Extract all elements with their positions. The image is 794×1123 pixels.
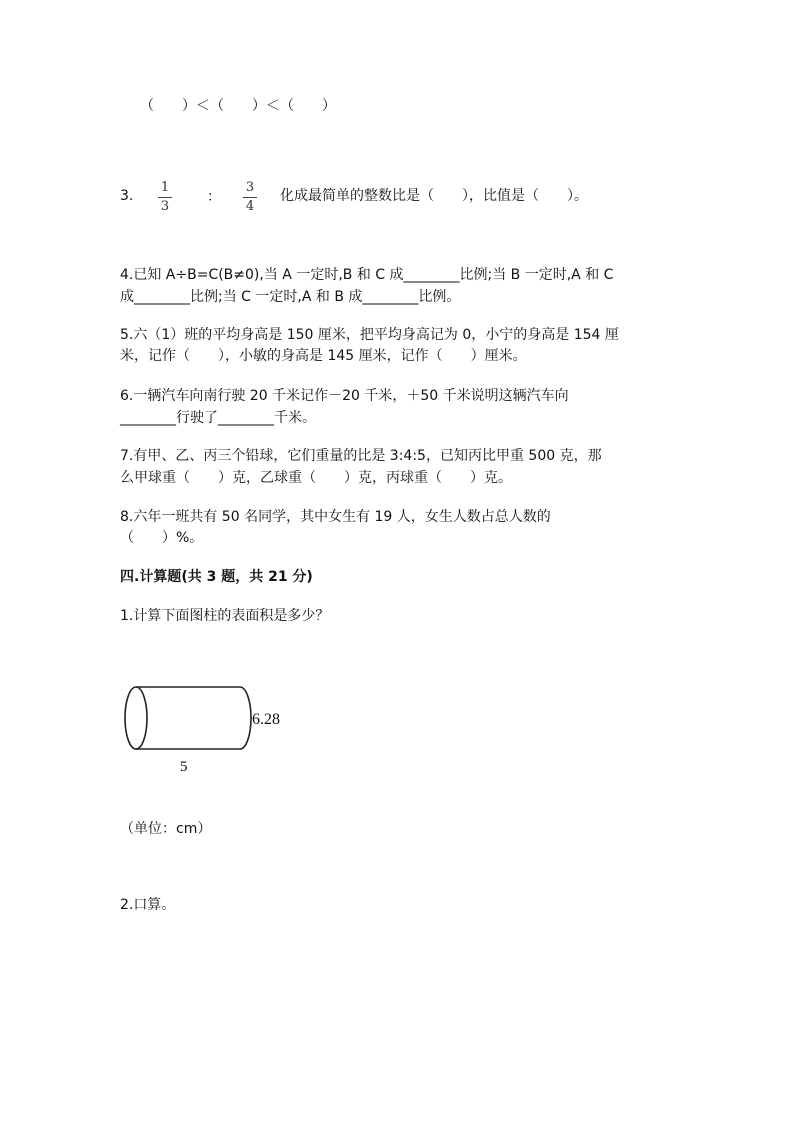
ratio-colon: ： <box>207 189 221 205</box>
fraction-numerator: 1 <box>160 180 170 195</box>
q3-number: 3. <box>120 188 134 204</box>
q6-line2: ________行驶了________千米。 <box>120 410 316 426</box>
fraction-bar <box>243 197 257 198</box>
calc2-question: 2.口算。 <box>120 897 176 913</box>
q4-line1: 4.已知 A÷B=C(B≠0),当 A 一定时,B 和 C 成________比例;当 B 一定时,A 和 C <box>120 267 614 283</box>
q4-line2: 成________比例;当 C 一定时,A 和 B 成________比例。 <box>120 289 461 305</box>
fraction-one-third <box>155 181 175 214</box>
length-label: 5 <box>180 759 188 775</box>
q2-blanks: （ ）＜（ ）＜（ ） <box>140 98 336 114</box>
fraction-numerator: 3 <box>245 180 255 195</box>
section-title: 四.计算题(共 3 题，共 21 分) <box>120 569 313 585</box>
q3-text: 化成最简单的整数比是（ ），比值是（ ）。 <box>280 188 588 204</box>
circumference-label: 6.28 <box>252 711 280 728</box>
unit-note: （单位：cm） <box>120 821 212 837</box>
calc1-question: 1.计算下面图柱的表面积是多少？ <box>120 608 330 624</box>
q7-line1: 7.有甲、乙、丙三个铅球，它们重量的比是 3:4:5，已知丙比甲重 500 克，那 <box>120 448 602 464</box>
fraction-denominator: 4 <box>245 199 255 214</box>
q5-line1: 5.六（1）班的平均身高是 150 厘米，把平均身高记为 0，小宁的身高是 154 厘 <box>120 327 619 343</box>
cylinder-left-end <box>125 687 147 749</box>
q8-line1: 8.六年一班共有 50 名同学，其中女生有 19 人，女生人数占总人数的 <box>120 509 551 525</box>
fraction-bar <box>158 197 172 198</box>
q8-line2: （ ）%。 <box>120 530 204 546</box>
q6-line1: 6.一辆汽车向南行驶 20 千米记作－20 千米，＋50 千米说明这辆汽车向 <box>120 388 569 404</box>
q5-line2: 米，记作（ ），小敏的身高是 145 厘米，记作（ ）厘米。 <box>120 348 527 364</box>
q7-line2: 么甲球重（ ）克，乙球重（ ）克，丙球重（ ）克。 <box>120 470 512 486</box>
cylinder-figure <box>118 680 298 780</box>
fraction-denominator: 3 <box>160 199 170 214</box>
fraction-three-quarters <box>240 181 260 214</box>
cylinder-right-end <box>240 687 251 749</box>
